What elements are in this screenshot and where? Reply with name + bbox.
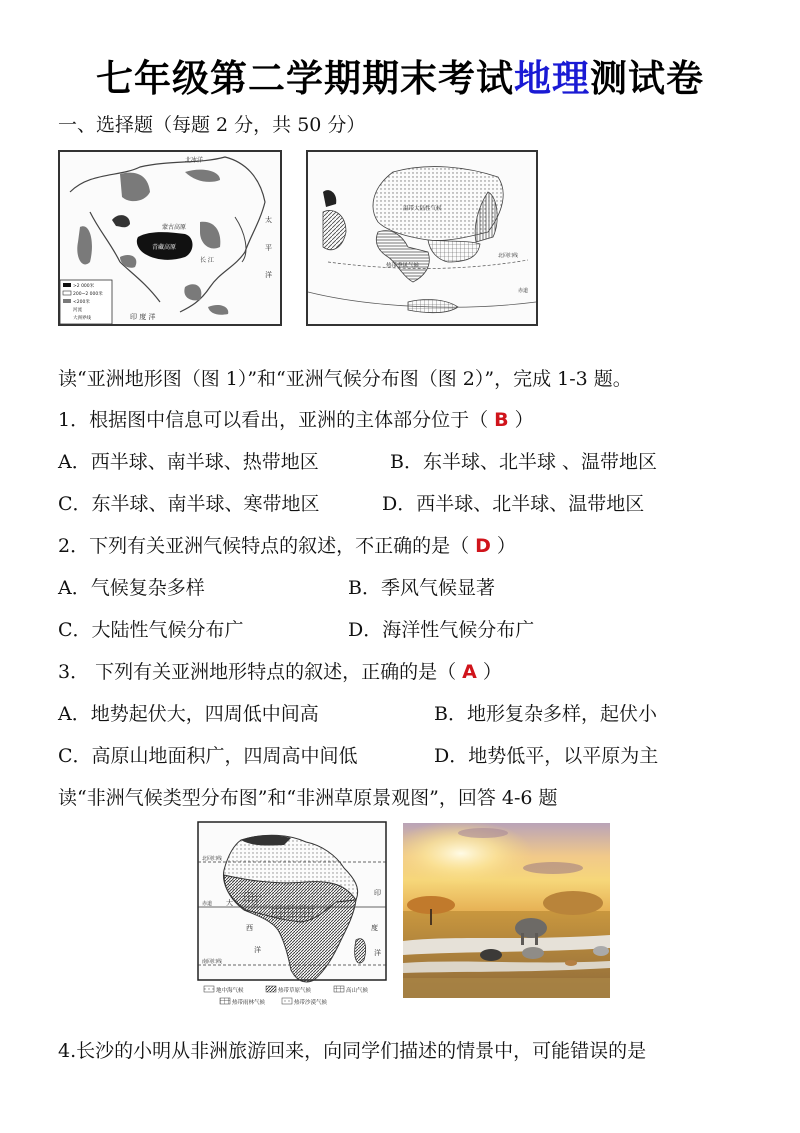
asia-terrain-map [58,150,282,326]
question-3-option-c: C．高原山地面积广，四周高中间低 [58,745,358,767]
question-2-option-b: B．季风气候显著 [348,577,495,599]
question-2 [58,531,516,558]
svg-text:长 江: 长 江 [200,257,214,264]
svg-text:北回归线: 北回归线 [202,856,223,862]
question-2-option-a: A．气候复杂多样 [58,577,205,599]
question-1-close: ） [514,409,534,431]
svg-text:太: 太 [265,216,272,224]
svg-text:大洲界线: 大洲界线 [73,316,91,321]
africa-savanna-photo-graphic [403,823,610,998]
asia-climate-map [306,150,538,326]
svg-text:印: 印 [374,889,381,897]
svg-text:北冰洋: 北冰洋 [185,157,204,164]
svg-text:蒙古高原: 蒙古高原 [162,224,187,231]
svg-text:>2 000米: >2 000米 [73,284,95,289]
question-1 [58,405,534,432]
question-3-option-b: B．地形复杂多样，起伏小 [434,703,657,725]
title-highlight: 地理 [514,57,590,100]
svg-text:大: 大 [226,899,233,907]
question-2-close: ） [496,535,516,557]
svg-text:高山气候: 高山气候 [346,988,369,994]
svg-text:<200米: <200米 [73,300,90,305]
svg-text:北回归线: 北回归线 [498,253,519,259]
question-3-option-d: D．地势低平，以平原为主 [434,745,659,767]
svg-text:洋: 洋 [254,946,261,954]
question-1-option-b: B．东半球、北半球 、温带地区 [390,451,658,473]
question-3 [58,657,502,684]
svg-text:洋: 洋 [265,271,272,279]
question-1-stem: 1．根据图中信息可以看出，亚洲的主体部分位于（ [58,409,489,431]
question-2-option-d: D．海洋性气候分布广 [348,619,535,641]
svg-text:西: 西 [246,924,253,932]
question-1-option-d: D．西半球、北半球、温带地区 [382,493,645,515]
asia-climate-map-graphic [308,152,536,324]
africa-climate-map-graphic [196,820,396,1008]
svg-text:地中海气候: 地中海气候 [216,988,244,994]
svg-text:热带沙漠气候: 热带沙漠气候 [294,1000,328,1006]
svg-text:温带大陆性气候: 温带大陆性气候 [403,206,442,212]
question-3-close: ） [482,661,502,683]
question-1-answer: B [494,409,509,431]
intro-questions-4-6: 读“非洲气候类型分布图”和“非洲草原景观图”，回答 4-6 题 [58,787,558,809]
svg-text:赤道: 赤道 [518,288,529,294]
question-1-option-a: A．西半球、南半球、热带地区 [58,451,319,473]
svg-text:印 度 洋: 印 度 洋 [130,313,156,321]
title-suffix: 测试卷 [590,57,704,100]
section-heading: 一、选择题（每题 2 分，共 50 分） [58,114,366,136]
asia-terrain-map-graphic [60,152,280,324]
svg-text:洋: 洋 [374,949,381,957]
africa-savanna-photo [403,823,610,998]
svg-text:青藏高原: 青藏高原 [152,244,177,251]
africa-climate-map [196,820,396,1008]
question-3-stem: 3． 下列有关亚洲地形特点的叙述，正确的是（ [58,661,457,683]
page-title [0,48,800,102]
svg-text:热带草原气候: 热带草原气候 [278,988,312,994]
svg-text:热带季风气候: 热带季风气候 [386,263,420,269]
svg-text:河流: 河流 [73,308,82,313]
question-1-option-c: C．东半球、南半球、寒带地区 [58,493,320,515]
svg-text:热带雨林气候: 热带雨林气候 [232,1000,266,1006]
svg-text:平: 平 [265,244,272,252]
question-4: 4.长沙的小明从非洲旅游回来，向同学们描述的情景中，可能错误的是 [58,1040,647,1062]
question-3-answer: A [462,661,477,683]
question-2-stem: 2．下列有关亚洲气候特点的叙述，不正确的是（ [58,535,470,557]
svg-text:赤道: 赤道 [202,901,213,907]
question-2-option-c: C．大陆性气候分布广 [58,619,244,641]
svg-text:度: 度 [371,924,378,932]
question-2-answer: D [475,535,491,557]
svg-text:南回归线: 南回归线 [202,959,223,965]
svg-text:200~2 000米: 200~2 000米 [73,292,103,297]
question-3-option-a: A．地势起伏大，四周低中间高 [58,703,319,725]
intro-questions-1-3: 读“亚洲地形图（图 1）”和“亚洲气候分布图（图 2）”，完成 1-3 题。 [58,368,632,390]
title-prefix: 七年级第二学期期末考试 [96,57,514,100]
